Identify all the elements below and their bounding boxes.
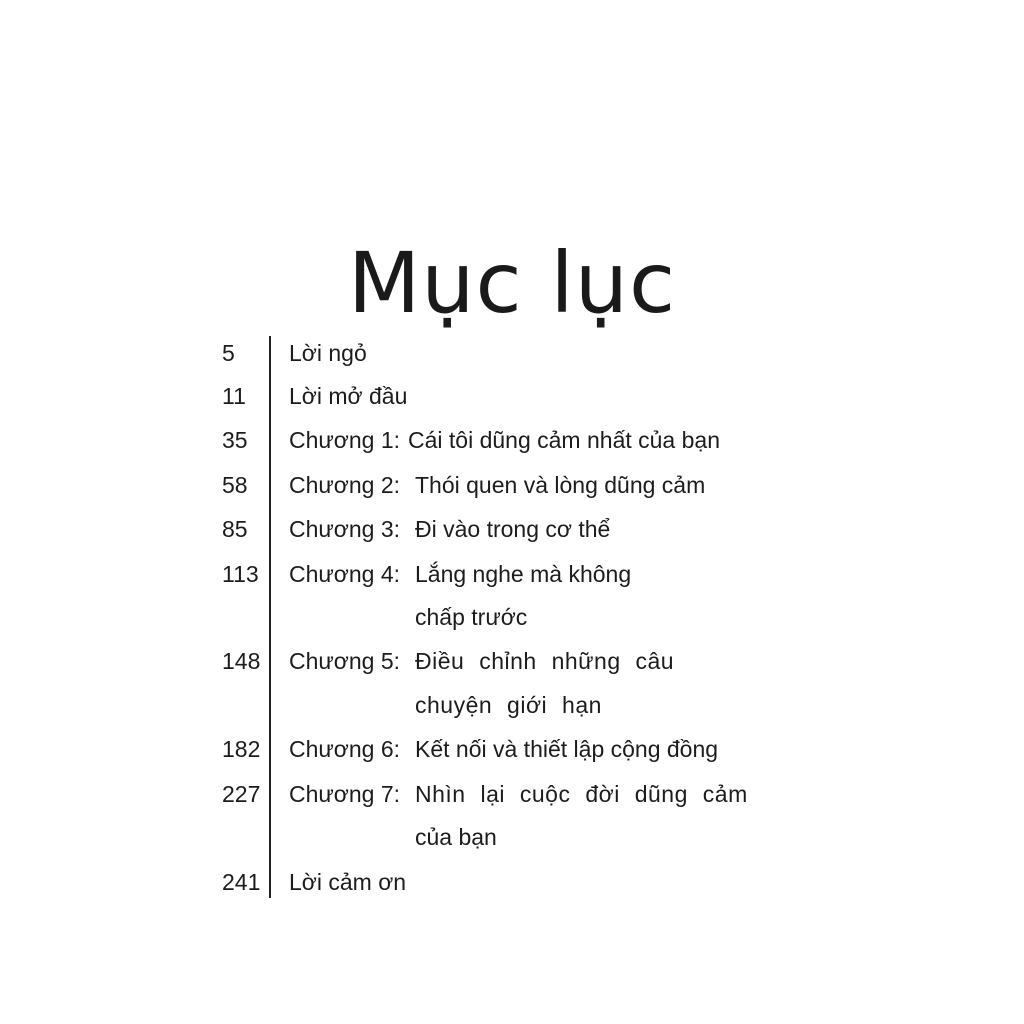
chapter-label: Chương 6: xyxy=(289,736,401,762)
toc-page-number: 182 xyxy=(222,736,261,762)
toc-entry-title: Lời mở đầu xyxy=(289,383,408,409)
toc-page-number: 227 xyxy=(222,781,261,807)
toc-page-number: 58 xyxy=(222,472,248,498)
chapter-label: Chương 2: xyxy=(289,472,401,498)
chapter-label: Chương 1: xyxy=(289,427,401,453)
toc-page-number: 241 xyxy=(222,869,261,895)
toc-entry-title: Đi vào trong cơ thể xyxy=(415,516,611,542)
toc-entry-title: Kết nối và thiết lập cộng đồng xyxy=(415,736,719,762)
toc-entry-title-continued: của bạn xyxy=(415,824,497,850)
toc-entry-title: Thói quen và lòng dũng cảm xyxy=(415,472,706,498)
toc-page-number: 11 xyxy=(222,383,246,409)
toc-page-number: 148 xyxy=(222,648,261,674)
toc-page-number: 85 xyxy=(222,516,248,542)
toc-entry-title: Điều chỉnh những câu xyxy=(415,648,675,674)
toc-entry-title: Lời cảm ơn xyxy=(289,869,407,895)
toc-entry-title: Cái tôi dũng cảm nhất của bạn xyxy=(408,427,720,453)
toc-entry-title: Lắng nghe mà không xyxy=(415,561,632,587)
chapter-label: Chương 7: xyxy=(289,781,401,807)
page-title: Mục lục xyxy=(347,234,677,333)
toc-entry-title-continued: chấp trước xyxy=(415,604,528,630)
toc-entry-title: Lời ngỏ xyxy=(289,340,367,366)
toc-entry-title: Nhìn lại cuộc đời dũng cảm xyxy=(415,781,748,807)
toc-page-number: 5 xyxy=(222,340,235,366)
toc-entry-title-continued: chuyện giới hạn xyxy=(415,692,602,718)
toc-page-number: 35 xyxy=(222,427,248,453)
toc-divider-line xyxy=(269,336,271,898)
chapter-label: Chương 3: xyxy=(289,516,401,542)
chapter-label: Chương 5: xyxy=(289,648,401,674)
chapter-label: Chương 4: xyxy=(289,561,401,587)
toc-page-number: 113 xyxy=(222,561,259,587)
